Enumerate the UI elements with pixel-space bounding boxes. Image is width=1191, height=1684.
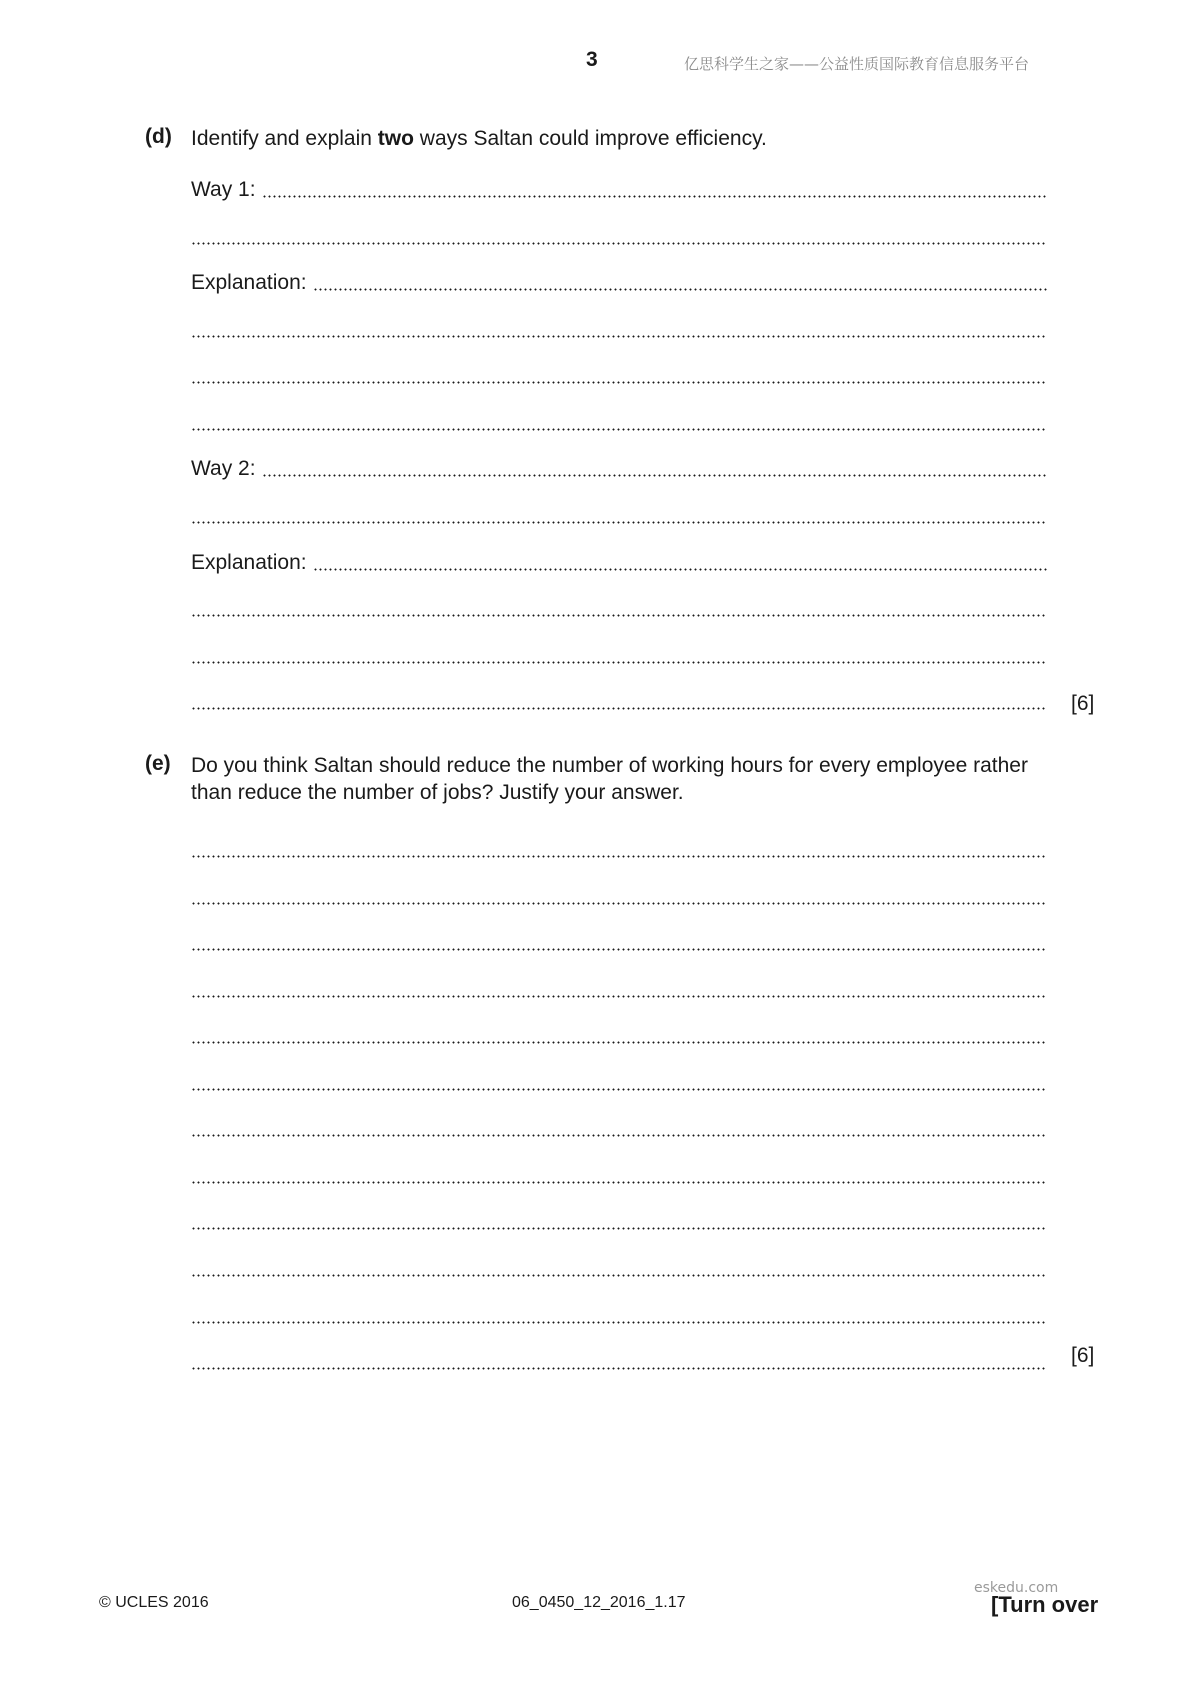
way2-label: Way 2: xyxy=(191,457,256,480)
dotted-rule xyxy=(191,521,1047,524)
question-d-label: (d) xyxy=(145,125,172,148)
dotted-rule xyxy=(191,1227,1047,1230)
dotted-rule xyxy=(191,1321,1047,1324)
answer-line[interactable] xyxy=(191,644,1047,668)
footer-code: 06_0450_12_2016_1.17 xyxy=(512,1594,686,1611)
answer-line[interactable] xyxy=(191,978,1047,1002)
way1-label: Way 1: xyxy=(191,178,256,201)
dotted-rule xyxy=(191,902,1047,905)
answer-line[interactable] xyxy=(191,1350,1047,1374)
answer-line[interactable] xyxy=(191,838,1047,862)
dotted-rule xyxy=(191,1367,1047,1370)
answer-line[interactable] xyxy=(191,1164,1047,1188)
dotted-rule xyxy=(191,948,1047,951)
answer-line[interactable] xyxy=(191,1257,1047,1281)
question-d-marks: [6] xyxy=(1071,692,1095,715)
answer-line[interactable] xyxy=(191,318,1047,342)
way2-line[interactable] xyxy=(191,457,1047,481)
dotted-rule xyxy=(191,242,1047,245)
turn-over-label: [Turn over xyxy=(991,1592,1099,1617)
dotted-rule xyxy=(191,1088,1047,1091)
dotted-rule xyxy=(191,1041,1047,1044)
answer-line[interactable] xyxy=(191,931,1047,955)
explanation2-label: Explanation: xyxy=(191,551,307,574)
question-e-line1: Do you think Saltan should reduce the number of working hours for every employee rather xyxy=(191,754,1028,777)
dotted-rule xyxy=(313,568,1047,571)
answer-line[interactable] xyxy=(191,411,1047,435)
answer-line[interactable] xyxy=(191,1024,1047,1048)
question-d-emphasis: two xyxy=(377,127,414,150)
dotted-rule xyxy=(191,661,1047,664)
question-d-text xyxy=(191,125,767,152)
question-e-label: (e) xyxy=(145,752,171,775)
answer-line[interactable] xyxy=(191,597,1047,621)
header-watermark: 亿思科学生之家——公益性质国际教育信息服务平台 xyxy=(684,55,1030,73)
dotted-rule xyxy=(191,855,1047,858)
answer-line[interactable] xyxy=(191,690,1047,714)
question-e-marks: [6] xyxy=(1071,1344,1095,1367)
answer-line[interactable] xyxy=(191,364,1047,388)
dotted-rule xyxy=(191,381,1047,384)
answer-line[interactable] xyxy=(191,1210,1047,1234)
dotted-rule xyxy=(191,1134,1047,1137)
way1-line[interactable] xyxy=(191,178,1047,202)
explanation1-line[interactable] xyxy=(191,271,1047,295)
dotted-rule xyxy=(191,1181,1047,1184)
dotted-rule xyxy=(191,995,1047,998)
question-e-text xyxy=(191,752,1028,806)
explanation2-line[interactable] xyxy=(191,551,1047,575)
dotted-rule xyxy=(191,428,1047,431)
answer-line[interactable] xyxy=(191,1117,1047,1141)
dotted-rule xyxy=(191,335,1047,338)
dotted-rule xyxy=(191,707,1047,710)
page-number: 3 xyxy=(586,48,598,71)
dotted-rule xyxy=(191,1274,1047,1277)
question-d-text-part1: Identify and explain xyxy=(191,127,378,150)
answer-line[interactable] xyxy=(191,1071,1047,1095)
dotted-rule xyxy=(313,288,1047,291)
dotted-rule xyxy=(191,614,1047,617)
answer-line[interactable] xyxy=(191,225,1047,249)
answer-line[interactable] xyxy=(191,885,1047,909)
explanation1-label: Explanation: xyxy=(191,271,307,294)
footer-copyright: © UCLES 2016 xyxy=(99,1594,209,1611)
dotted-rule xyxy=(262,195,1047,198)
dotted-rule xyxy=(262,474,1047,477)
question-e-line2: than reduce the number of jobs? Justify your answer. xyxy=(191,781,684,804)
answer-line[interactable] xyxy=(191,504,1047,528)
footer-watermark: eskedu.com xyxy=(974,1580,1059,1596)
answer-line[interactable] xyxy=(191,1304,1047,1328)
question-d-text-part2: ways Saltan could improve efficiency. xyxy=(413,127,767,150)
